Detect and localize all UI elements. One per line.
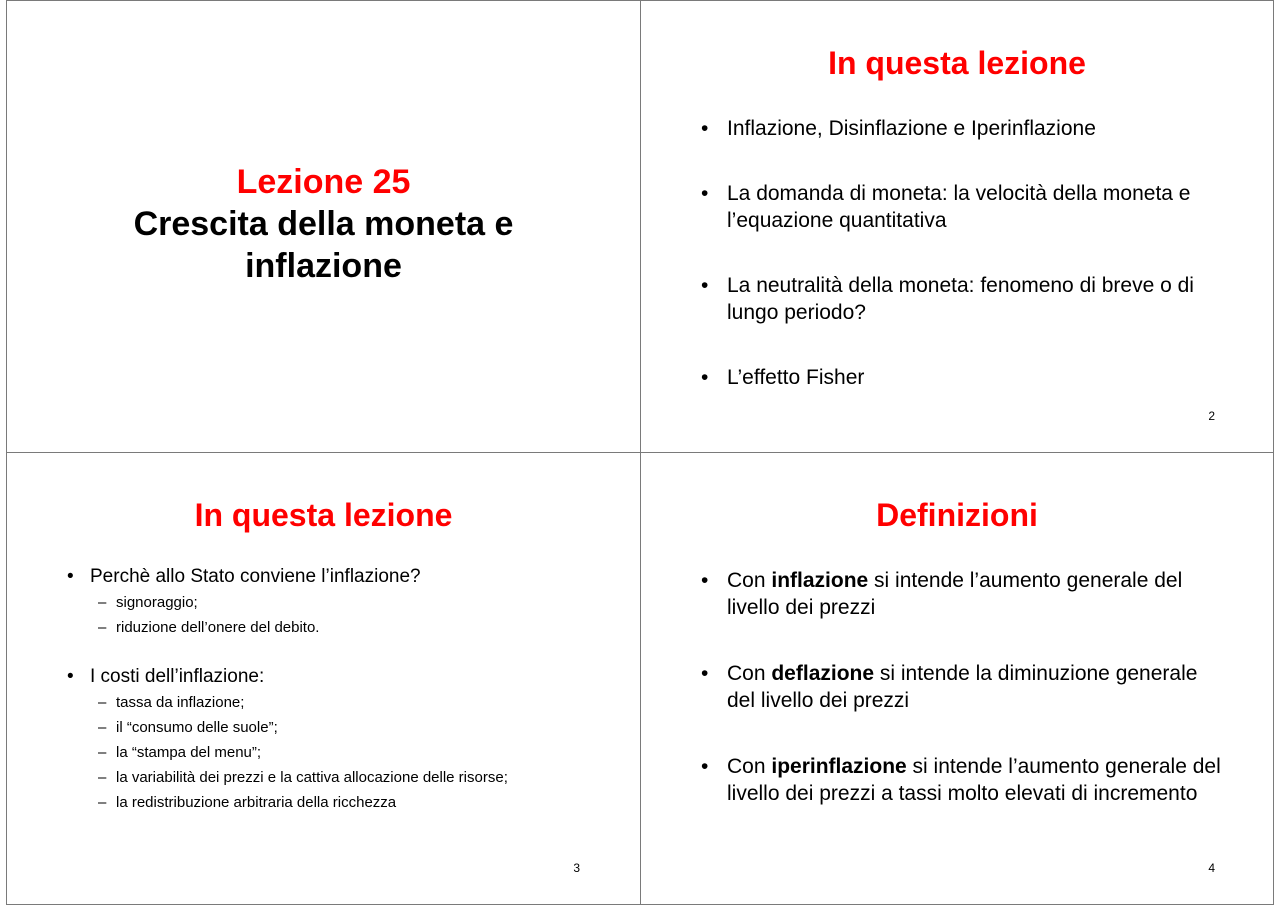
definition-prefix: Con	[727, 662, 772, 685]
sub-item: – la variabilità dei prezzi e la cattiva allocazione delle risorse;	[90, 768, 587, 787]
topic-list	[67, 565, 587, 818]
slide-heading: In questa lezione	[828, 45, 1086, 81]
lecture-number: Lezione 25	[236, 163, 411, 201]
definition-text: si intende l’aumento generale del livello dei prezzi a tassi molto elevati di incremento	[727, 755, 1221, 805]
definition-term: inflazione	[771, 569, 869, 592]
page-number: 4	[1208, 861, 1215, 875]
list-item	[67, 565, 587, 637]
lecture-title-line1: Crescita della moneta e	[133, 205, 514, 243]
definition-item	[701, 660, 1231, 714]
page-number: 2	[1208, 409, 1215, 423]
title-block	[7, 161, 640, 287]
definition-prefix: Con	[727, 569, 772, 592]
sub-item: – signoraggio;	[90, 593, 587, 612]
definition-term: iperinflazione	[771, 755, 907, 778]
definition-item	[701, 753, 1231, 807]
list-item	[67, 665, 587, 812]
list-item: • L’effetto Fisher	[701, 364, 1231, 391]
lecture-title-line2: inflazione	[245, 247, 402, 285]
sub-list	[90, 593, 587, 637]
slide-3	[6, 452, 641, 905]
definition-list	[701, 567, 1231, 846]
list-item: • La neutralità della moneta: fenomeno di breve o di lungo periodo?	[701, 272, 1231, 326]
sub-item: – riduzione dell’onere del debito.	[90, 618, 587, 637]
definition-item	[701, 567, 1231, 621]
definition-term: deflazione	[771, 662, 875, 685]
list-item: • Inflazione, Disinflazione e Iperinflazione	[701, 115, 1231, 142]
list-item-text: Perchè allo Stato conviene l’inflazione?	[90, 566, 421, 587]
list-item-text: I costi dell’inflazione:	[90, 666, 265, 687]
sub-item: – tassa da inflazione;	[90, 693, 587, 712]
slide-2	[640, 0, 1274, 453]
slide-4	[640, 452, 1274, 905]
page-number: 3	[573, 861, 580, 875]
list-item: • La domanda di moneta: la velocità della moneta e l’equazione quantitativa	[701, 180, 1231, 234]
slide-heading: Definizioni	[876, 497, 1038, 533]
sub-item: – la “stampa del menu”;	[90, 743, 587, 762]
slide-1	[6, 0, 641, 453]
sub-list	[90, 693, 587, 812]
sub-item: – il “consumo delle suole”;	[90, 718, 587, 737]
topic-list	[701, 115, 1231, 429]
slide-heading: In questa lezione	[194, 497, 453, 533]
definition-text: si intende la diminuzione generale del livello dei prezzi	[727, 662, 1198, 712]
sub-item: – la redistribuzione arbitraria della ricchezza	[90, 793, 587, 812]
definition-prefix: Con	[727, 755, 772, 778]
definition-text: si intende l’aumento generale del livello dei prezzi	[727, 569, 1183, 619]
